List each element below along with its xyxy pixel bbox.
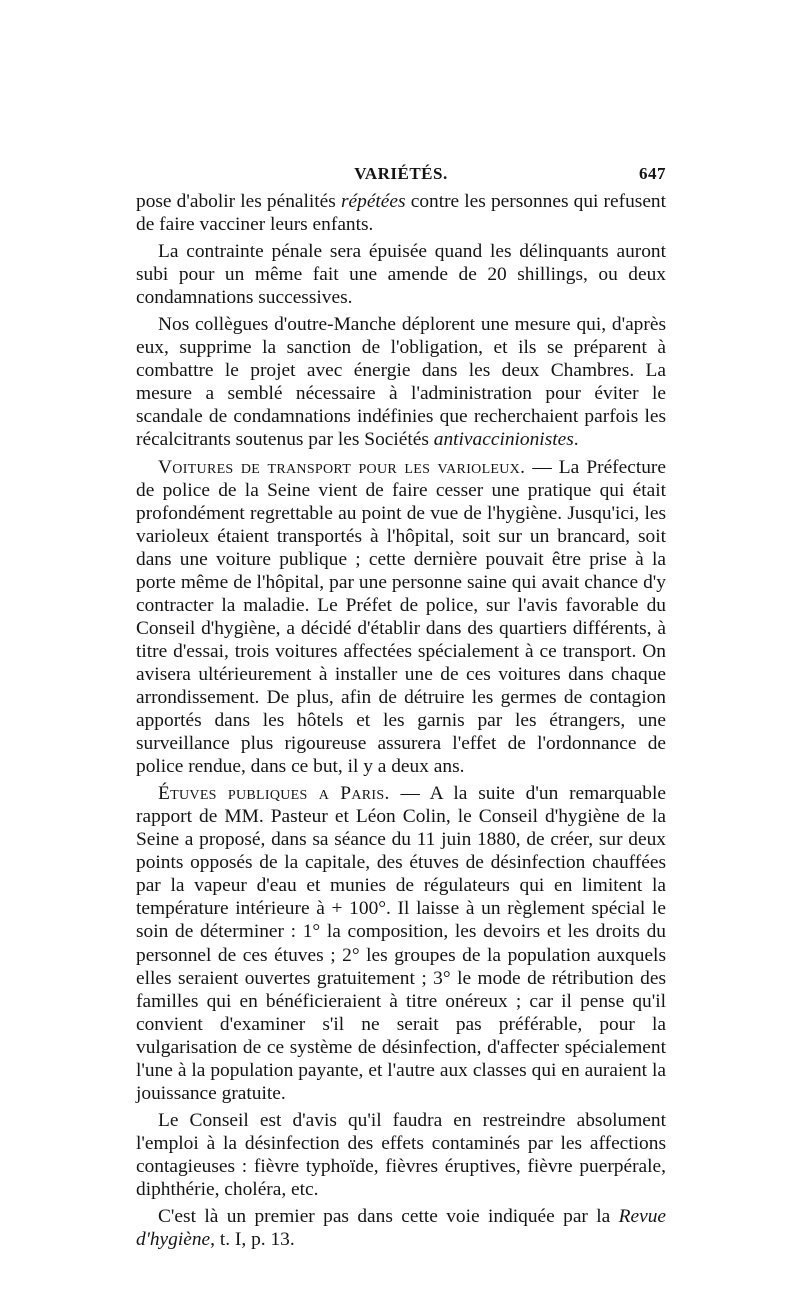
text-run: contre les personnes qui refusent de faire vacciner leurs enfants. xyxy=(136,191,667,236)
text-run: pose d'abolir les pénalités xyxy=(136,191,341,212)
emphasis: répétées xyxy=(340,191,406,212)
emphasis: Revue d'hygiène xyxy=(136,1206,666,1251)
paragraph-etuves xyxy=(136,782,666,1105)
text-run: Nos collègues d'outre-Manche déplorent une mesure qui, d'après eux, supprime la sanction de l'obligation, et ils se préparent à combattre le projet avec énergie dans les deux Chambres. La mesure a semblé nécessaire à l'administration pour éviter le scandale de condamnations indéfinies que recherchaient parfois les récalcitrants soutenus par les Sociétés xyxy=(136,314,666,451)
text-run: — La Préfecture de police de la Seine vient de faire cesser une pratique qui était profondément regrettable au point de vue de l'hygiène. Jusqu'ici, les varioleux étaient transportés à l'hôpital, soit sur un brancard, soit dans une voiture publique ; cette dernière pouvait être prise à la porte même de l'hôpital, par une personne saine qui avait chance d'y contracter la maladie. Le Préfet de police, sur l'avis favorable du Conseil d'hygiène, a décidé d'établir dans des quartiers différents, à titre d'essai, trois voitures affectées spécialement à ce transport. On avisera ultérieurement à installer une de ces voitures dans chaque arrondissement. De plus, afin de détruire les germes de contagion apportés dans les hôtels et les garnis par les étrangers, une surveillance plus rigoureuse assurera l'effet de l'ordonnance de police rendue, dans ce but, il y a deux ans. xyxy=(136,456,666,778)
article-body xyxy=(136,190,666,1251)
text-run: — A la suite d'un remarquable rapport de MM. Pasteur et Léon Colin, le Conseil d'hygiène de la Seine a proposé, dans sa séance du 11 juin 1880, de créer, sur deux points opposés de la capitale, des étuves de désinfection chauffées par la vapeur d'eau et munies de régulateurs qui en limitent la température intérieure à + 100°. Il laisse à un règlement spécial le soin de déterminer : 1° la composition, les devoirs et les droits du personnel de ces étuves ; 2° les groupes de la population auxquels elles seraient ouvertes gratuitement ; 3° le mode de rétribution des familles qui en bénéficieraient à titre onéreux ; car il pense qu'il convient d'examiner s'il ne serait pas préférable, pour la vulgarisation de ce système de désinfection, d'affecter spécialement l'une à la population payante, et l'autre aux classes qui en auraient la jouissance gratuite. xyxy=(136,783,666,1104)
paragraph-revue xyxy=(136,1205,666,1251)
paragraph-penalty: La contrainte pénale sera épuisée quand les délinquants auront subi pour un même fait une amende de 20 shillings, ou deux condamnations successives. xyxy=(136,241,666,309)
paragraph-voitures xyxy=(136,456,666,779)
paragraph-conseil: Le Conseil est d'avis qu'il faudra en restreindre absolument l'emploi à la désinfection des effets contaminés par les affections contagieuses : fièvre typhoïde, fièvres éruptives, fièvre puerpérale, diphthérie, choléra, etc. xyxy=(136,1109,666,1200)
paragraph-colleagues xyxy=(136,313,666,451)
book-page xyxy=(136,160,666,1255)
running-header xyxy=(136,160,666,190)
text-run: . xyxy=(573,429,579,451)
text-run: C'est là un premier pas dans cette voie indiquée par la xyxy=(158,1206,619,1228)
section-heading: Étuves publiques a Paris. xyxy=(158,783,390,805)
section-heading: Voitures de transport pour les varioleux. xyxy=(158,456,526,478)
paragraph-continuation xyxy=(136,190,666,236)
emphasis: antivaccinionistes xyxy=(433,429,574,451)
running-title: VARIÉTÉS. xyxy=(354,164,448,183)
text-run: , t. I, p. 13. xyxy=(210,1229,295,1251)
page-number: 647 xyxy=(639,164,666,183)
